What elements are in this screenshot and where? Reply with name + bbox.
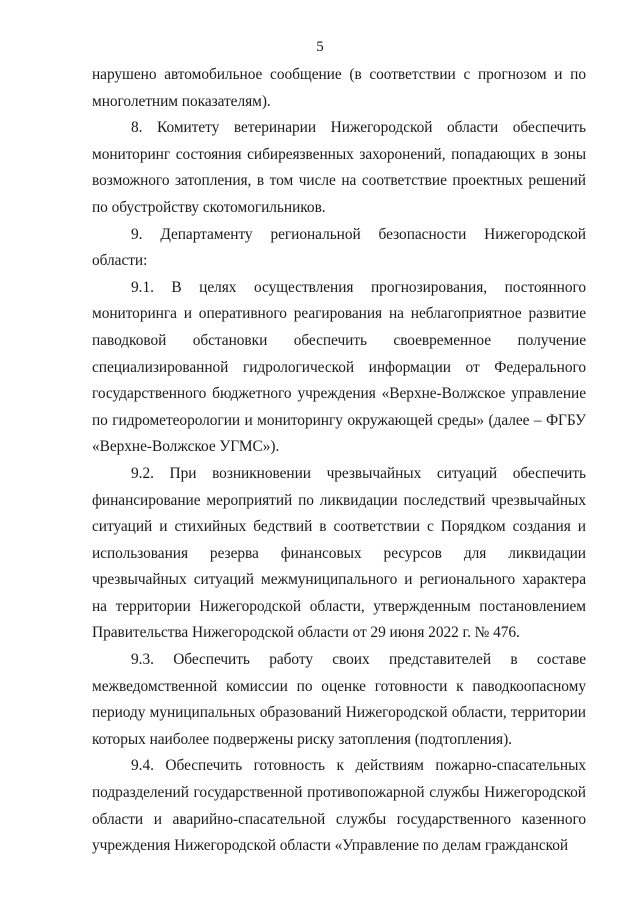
paragraph-item-9-4: 9.4. Обеспечить готовность к действиям пожарно-спасательных подразделений государственной противопожарной службы Нижегородской области и аварийно-спасательной службы государственного казенного учреждения Нижегородской области «Управление по делам гражданской	[92, 757, 586, 855]
paragraph-item-9-3: 9.3. Обеспечить работу своих представителей в составе межведомственной комиссии по оценке готовности к паводкоопасному периоду муниципальных образований Нижегородской области, территории которых наиболее подвержены риску затопления (подтопления).	[92, 651, 586, 748]
paragraph-item-9-2: 9.2. При возникновении чрезвычайных ситуаций обеспечить финансирование мероприятий по ликвидации последствий чрезвычайных ситуаций и стихийных бедствий в соответствии с Порядком создания и использования резерва финансовых ресурсов для ликвидации чрезвычайных ситуаций межмуниципального и регионального характера на территории Нижегородской области, утвержденным постановлением Правительства Нижегородской области от 29 июня 2022 г. № 476.	[92, 464, 586, 642]
paragraph-item-9-1: 9.1. В целях осуществления прогнозирования, постоянного мониторинга и оперативного реагирования на неблагоприятное развитие паводковой обстановки обеспечить своевременное получение специализированной гидрологической информации от Федерального государственного бюджетного учреждения «Верхне-Волжское управление по гидрометеорологии и мониторингу окружающей среды» (далее – ФГБУ «Верхне-Волжское УГМС»).	[92, 278, 586, 456]
paragraph-item-8: 8. Комитету ветеринарии Нижегородской области обеспечить мониторинг состояния сибиреязвенных захоронений, попадающих в зоны возможного затопления, в том числе на соответствие проектных решений по обустройству скотомогильников.	[92, 119, 586, 216]
paragraph-item-9: 9. Департаменту региональной безопасности Нижегородской области:	[92, 225, 586, 270]
paragraph-continuation: нарушено автомобильное сообщение (в соответствии с прогнозом и по многолетним показателям).	[92, 66, 586, 110]
page-number: 5	[316, 39, 324, 55]
document-body	[92, 62, 586, 860]
